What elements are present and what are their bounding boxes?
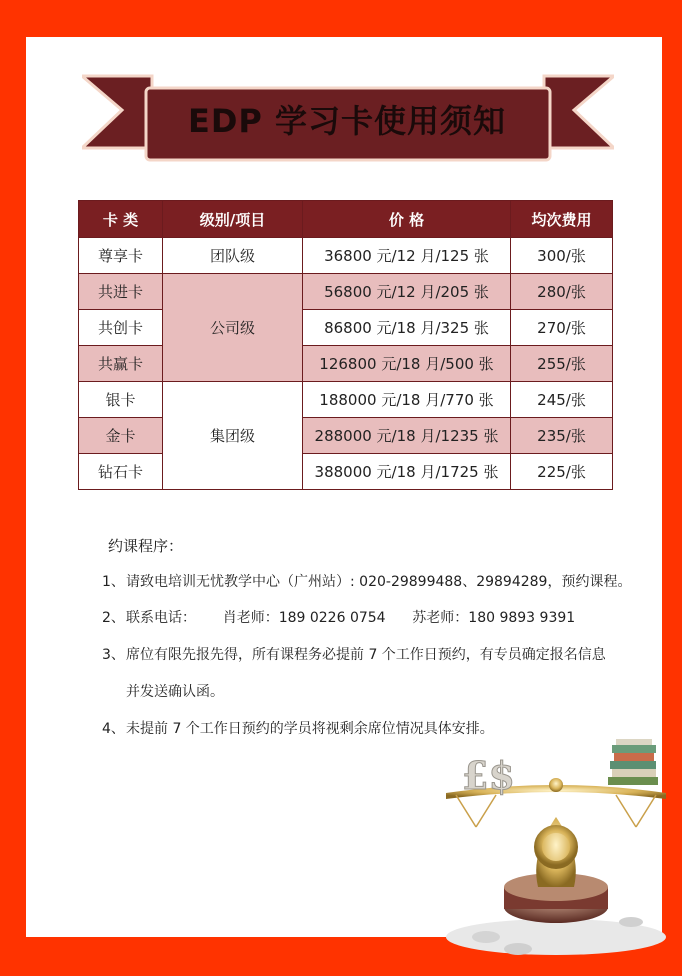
- note-text: 联系电话： 肖老师：189 0226 0754 苏老师：180 9893 9391: [126, 610, 576, 626]
- level-group: 集团级: [163, 382, 303, 490]
- note-number: 4、: [102, 721, 125, 737]
- note-text: 未提前 7 个工作日预约的学员将视剩余席位情况具体安排。: [126, 721, 494, 737]
- header-price: 价 格: [303, 201, 511, 238]
- note-item: [102, 607, 575, 627]
- table-row: [79, 238, 613, 274]
- card-per-session: 235/张: [511, 418, 613, 454]
- header-per-session: 均次费用: [511, 201, 613, 238]
- card-per-session: 225/张: [511, 454, 613, 490]
- currency-symbols: £$: [462, 753, 515, 798]
- card-per-session: 255/张: [511, 346, 613, 382]
- card-price: 388000 元/18 月/1725 张: [303, 454, 511, 490]
- table-row: [79, 454, 613, 490]
- card-per-session: 280/张: [511, 274, 613, 310]
- card-per-session: 300/张: [511, 238, 613, 274]
- note-number: 1、: [102, 574, 125, 590]
- table-row: [79, 418, 613, 454]
- table-header-row: [79, 201, 613, 238]
- note-item: [102, 644, 606, 664]
- level-company: 公司级: [163, 274, 303, 382]
- card-per-session: 245/张: [511, 382, 613, 418]
- note-number: 3、: [102, 647, 125, 663]
- table-row: [79, 310, 613, 346]
- table-row: [79, 274, 613, 310]
- page: [26, 37, 662, 937]
- table-row: [79, 346, 613, 382]
- card-name: 共进卡: [79, 274, 163, 310]
- pricing-table: [78, 200, 613, 490]
- card-name: 金卡: [79, 418, 163, 454]
- card-price: 86800 元/18 月/325 张: [303, 310, 511, 346]
- card-price: 56800 元/12 月/205 张: [303, 274, 511, 310]
- note-item-continued: [102, 681, 224, 701]
- note-number: 2、: [102, 610, 125, 626]
- card-name: 共创卡: [79, 310, 163, 346]
- note-text: 并发送确认函。: [126, 684, 224, 700]
- note-item: [102, 718, 494, 738]
- card-name: 钻石卡: [79, 454, 163, 490]
- card-price: 188000 元/18 月/770 张: [303, 382, 511, 418]
- card-price: 126800 元/18 月/500 张: [303, 346, 511, 382]
- title-banner: [82, 70, 614, 170]
- table-row: [79, 382, 613, 418]
- header-level: 级别/项目: [163, 201, 303, 238]
- card-price: 36800 元/12 月/125 张: [303, 238, 511, 274]
- card-name: 银卡: [79, 382, 163, 418]
- level-team: 团队级: [163, 238, 303, 274]
- page-title: EDP 学习卡使用须知: [187, 102, 507, 140]
- notes-heading: 约课程序：: [108, 537, 184, 555]
- balance-scale-icon: [426, 737, 676, 972]
- card-name: 共赢卡: [79, 346, 163, 382]
- card-price: 288000 元/18 月/1235 张: [303, 418, 511, 454]
- header-card-type: 卡 类: [79, 201, 163, 238]
- note-text: 请致电培训无忧教学中心（广州站）: 020-29899488、29894289，预约课程。: [126, 574, 632, 590]
- note-item: [102, 571, 631, 591]
- card-per-session: 270/张: [511, 310, 613, 346]
- note-text: 席位有限先报先得，所有课程务必提前 7 个工作日预约，有专员确定报名信息: [126, 647, 606, 663]
- card-name: 尊享卡: [79, 238, 163, 274]
